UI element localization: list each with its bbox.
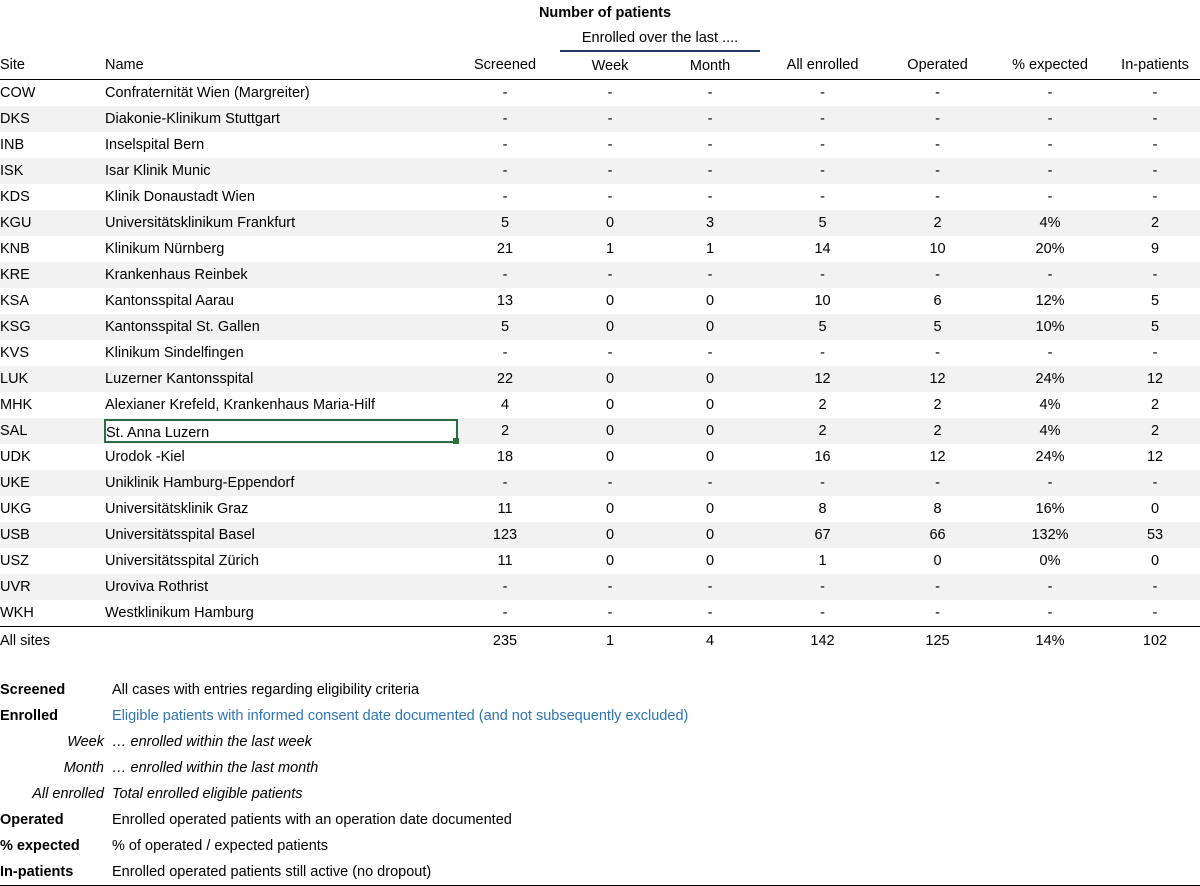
table-row[interactable] [0, 288, 1200, 314]
spacer-cell [450, 26, 560, 51]
cell-in-patients[interactable]: 9 [1150, 241, 1160, 257]
cell-operated[interactable]: 2 [933, 215, 942, 231]
cell-site[interactable]: ISK [0, 163, 24, 179]
cell-operated[interactable]: - [935, 111, 940, 127]
cell-all-enrolled[interactable]: 14 [814, 241, 831, 257]
cell-name-text: Diakonie-Klinikum Stuttgart [105, 111, 280, 127]
cell-name[interactable] [105, 132, 450, 158]
cell-all-enrolled[interactable]: 2 [818, 397, 827, 413]
cell-name[interactable] [105, 80, 450, 107]
cell-site[interactable]: COW [0, 85, 36, 101]
table-group-header-row [0, 0, 1200, 26]
legend-term: Week [67, 734, 104, 750]
cell-screened[interactable]: 18 [496, 449, 514, 465]
cell-pct-expected[interactable]: - [1047, 579, 1053, 595]
table-row[interactable] [0, 184, 1200, 210]
cell-all-enrolled[interactable]: - [820, 85, 825, 101]
cell-pct-expected[interactable]: 24% [1035, 449, 1065, 465]
cell-name-text: Kantonsspital St. Gallen [105, 319, 260, 335]
column-header-operated: Operated [885, 51, 990, 80]
legend-term: % expected [0, 838, 80, 854]
cell-week[interactable]: 0 [605, 397, 615, 413]
cell-month[interactable]: 0 [705, 423, 715, 439]
legend-description: … enrolled within the last week [112, 734, 312, 750]
spacer-cell [990, 26, 1110, 51]
cell-screened[interactable]: - [502, 163, 508, 179]
cell-name-selected[interactable] [105, 418, 450, 444]
cell-site[interactable]: KVS [0, 345, 30, 361]
cell-screened[interactable]: 22 [496, 371, 514, 387]
cell-name-text: Isar Klinik Munic [105, 163, 211, 179]
cell-in-patients[interactable]: - [1152, 85, 1158, 101]
legend-description: % of operated / expected patients [112, 838, 329, 854]
cell-week[interactable]: - [607, 137, 613, 153]
cell-pct-expected[interactable]: - [1047, 267, 1053, 283]
cell-name[interactable] [105, 288, 450, 314]
cell-pct-expected[interactable]: - [1047, 189, 1053, 205]
cell-in-patients[interactable]: 5 [1150, 293, 1160, 309]
cell-operated[interactable]: 2 [933, 423, 942, 439]
table-row[interactable] [0, 106, 1200, 132]
cell-name[interactable] [105, 314, 450, 340]
cell-all-enrolled[interactable]: 5 [818, 215, 827, 231]
spacer-cell [1110, 0, 1200, 26]
cell-month[interactable]: 0 [705, 449, 715, 465]
cell-site[interactable]: KSG [0, 319, 31, 335]
cell-week[interactable]: - [607, 111, 613, 127]
cell-name[interactable] [105, 340, 450, 366]
cell-screened[interactable]: 5 [500, 319, 510, 335]
cell-operated[interactable]: 10 [929, 241, 946, 257]
table-row[interactable] [0, 444, 1200, 470]
cell-name[interactable] [105, 496, 450, 522]
cell-in-patients[interactable]: 12 [1146, 371, 1164, 387]
cell-in-patients[interactable]: 5 [1150, 319, 1160, 335]
cell-name[interactable] [105, 574, 450, 600]
cell-name-text: Universitätsklinik Graz [105, 501, 249, 517]
table-body [0, 80, 1200, 627]
legend-table [0, 677, 1200, 886]
group-header-number-of-patients: Number of patients [538, 5, 672, 21]
cell-pct-expected[interactable]: 12% [1035, 293, 1065, 309]
cell-in-patients[interactable]: - [1152, 163, 1158, 179]
legend-row [0, 755, 1200, 781]
cell-screened[interactable]: - [502, 189, 508, 205]
cell-pct-expected[interactable]: 0% [1039, 553, 1061, 569]
cell-site[interactable]: UKG [0, 501, 32, 517]
cell-screened[interactable]: 2 [500, 423, 510, 439]
cell-week[interactable]: 0 [605, 423, 615, 439]
legend-term: Screened [0, 682, 66, 698]
cell-pct-expected[interactable]: - [1047, 111, 1053, 127]
total-name [105, 627, 450, 656]
cell-all-enrolled[interactable]: - [820, 345, 825, 361]
cell-in-patients[interactable]: 2 [1150, 215, 1160, 231]
cell-name-text: Kantonsspital Aarau [105, 293, 234, 309]
legend-description: Enrolled operated patients still active (no dropout) [110, 859, 1200, 886]
total-week: 1 [560, 627, 660, 656]
column-header-all-enrolled: All enrolled [760, 51, 885, 80]
cell-name-text: Universitätsspital Zürich [105, 553, 259, 569]
cell-month[interactable]: - [707, 111, 713, 127]
column-header-month: Month [660, 51, 760, 80]
cell-site[interactable]: USB [0, 527, 30, 543]
total-screened: 235 [450, 627, 560, 656]
legend-term: Month [63, 760, 104, 776]
spacer-cell [885, 0, 990, 26]
cell-month[interactable]: 0 [705, 553, 715, 569]
cell-week[interactable]: - [607, 475, 613, 491]
cell-screened[interactable]: - [502, 475, 508, 491]
cell-screened[interactable]: 5 [500, 215, 510, 231]
column-header-screened: Screened [450, 51, 560, 80]
legend-row [0, 807, 1200, 833]
table-header-row [0, 51, 1200, 80]
legend-row [0, 729, 1200, 755]
spacer-cell [0, 0, 105, 26]
cell-name-text: Urodok -Kiel [105, 449, 185, 465]
cell-operated[interactable]: 8 [933, 501, 942, 517]
cell-in-patients[interactable]: 53 [1146, 527, 1164, 543]
cell-operated[interactable]: 5 [933, 319, 942, 335]
cell-screened[interactable]: 11 [497, 553, 513, 569]
cell-screened[interactable]: - [502, 605, 508, 621]
cell-operated[interactable]: - [935, 345, 940, 361]
cell-in-patients[interactable]: 0 [1150, 501, 1160, 517]
spacer-cell [760, 0, 885, 26]
cell-pct-expected[interactable]: 24% [1035, 371, 1065, 387]
cell-all-enrolled[interactable]: - [820, 605, 825, 621]
cell-pct-expected[interactable]: 4% [1039, 215, 1061, 231]
legend-description: Eligible patients with informed consent date documented (and not subsequently excluded) [112, 708, 689, 724]
cell-month[interactable]: - [707, 345, 713, 361]
cell-in-patients[interactable]: - [1152, 605, 1158, 621]
cell-screened[interactable]: - [502, 85, 508, 101]
cell-week[interactable]: 0 [605, 449, 615, 465]
total-all-enrolled: 142 [760, 627, 885, 656]
cell-screened[interactable]: - [502, 267, 508, 283]
column-header-site: Site [0, 51, 105, 80]
table-total-row [0, 627, 1200, 656]
cell-in-patients[interactable]: - [1152, 111, 1158, 127]
cell-month[interactable]: - [707, 605, 713, 621]
table-row[interactable] [0, 314, 1200, 340]
cell-in-patients[interactable]: - [1152, 579, 1158, 595]
cell-pct-expected[interactable]: - [1047, 85, 1053, 101]
cell-pct-expected[interactable]: 20% [1035, 241, 1065, 257]
spacer-cell [760, 26, 885, 51]
cell-all-enrolled[interactable]: 16 [814, 449, 831, 465]
cell-screened[interactable]: - [502, 579, 508, 595]
cell-month[interactable]: 0 [705, 501, 715, 517]
cell-pct-expected[interactable]: - [1047, 475, 1053, 491]
cell-in-patients[interactable]: 2 [1150, 423, 1160, 439]
cell-name-text: Inselspital Bern [105, 137, 205, 153]
spacer-cell [105, 26, 450, 51]
cell-week[interactable]: 0 [605, 501, 615, 517]
cell-name-text: Luzerner Kantonsspital [105, 371, 254, 387]
cell-week[interactable]: 0 [605, 293, 615, 309]
cell-operated[interactable]: 12 [929, 449, 946, 465]
cell-operated[interactable]: - [935, 605, 940, 621]
cell-site[interactable]: USZ [0, 553, 29, 569]
cell-site[interactable]: SAL [0, 423, 28, 439]
cell-month[interactable]: 1 [705, 241, 715, 257]
cell-week[interactable]: - [607, 85, 613, 101]
cell-month[interactable]: 0 [705, 319, 715, 335]
cell-week[interactable]: - [607, 579, 613, 595]
cell-site[interactable]: KDS [0, 189, 30, 205]
cell-in-patients[interactable]: - [1152, 475, 1158, 491]
legend-description: … enrolled within the last month [112, 760, 319, 776]
cell-all-enrolled[interactable]: 8 [818, 501, 827, 517]
cell-screened[interactable]: - [502, 111, 508, 127]
cell-screened[interactable]: - [502, 137, 508, 153]
table-sub-header-row [0, 26, 1200, 51]
cell-operated[interactable]: 66 [929, 527, 946, 543]
column-header-name: Name [105, 51, 450, 80]
cell-site[interactable]: UDK [0, 449, 31, 465]
cell-site[interactable]: DKS [0, 111, 30, 127]
cell-week[interactable]: 0 [605, 319, 615, 335]
cell-name-text: Westklinikum Hamburg [105, 605, 254, 621]
cell-name[interactable] [105, 600, 450, 627]
cell-pct-expected[interactable]: 4% [1039, 423, 1061, 439]
table-row[interactable] [0, 600, 1200, 627]
legend-row [0, 833, 1200, 859]
cell-pct-expected[interactable]: - [1047, 163, 1053, 179]
cell-all-enrolled[interactable]: - [820, 111, 825, 127]
cell-operated[interactable]: 0 [933, 553, 942, 569]
cell-site[interactable]: WKH [0, 605, 34, 621]
cell-name[interactable] [105, 106, 450, 132]
cell-month[interactable]: - [707, 163, 713, 179]
table-row[interactable] [0, 262, 1200, 288]
table-row[interactable] [0, 522, 1200, 548]
table-row[interactable] [0, 548, 1200, 574]
cell-pct-expected[interactable]: 4% [1039, 397, 1061, 413]
cell-month[interactable]: 0 [705, 293, 715, 309]
cell-name-text: Uroviva Rothrist [105, 579, 209, 595]
column-header-pct-expected: % expected [990, 51, 1110, 80]
cell-site[interactable]: KRE [0, 267, 30, 283]
spacer-cell [990, 0, 1110, 26]
cell-week[interactable]: - [607, 189, 613, 205]
cell-screened[interactable]: 4 [500, 397, 510, 413]
cell-month[interactable]: - [707, 189, 713, 205]
cell-name[interactable] [105, 444, 450, 470]
table-row[interactable] [0, 158, 1200, 184]
table-row[interactable] [0, 418, 1200, 444]
cell-name-text: Klinik Donaustadt Wien [105, 189, 255, 205]
cell-site[interactable]: KGU [0, 215, 32, 231]
cell-name-text: Alexianer Krefeld, Krankenhaus Maria-Hilf [105, 397, 375, 413]
cell-operated[interactable]: - [935, 137, 940, 153]
cell-all-enrolled[interactable]: 67 [814, 527, 831, 543]
cell-operated[interactable]: 6 [933, 293, 942, 309]
cell-month[interactable]: 0 [705, 397, 715, 413]
cell-name[interactable] [105, 262, 450, 288]
cell-screened[interactable]: 21 [496, 241, 514, 257]
cell-all-enrolled[interactable]: - [820, 189, 825, 205]
cell-week[interactable]: - [607, 605, 613, 621]
cell-month[interactable]: - [707, 137, 713, 153]
cell-in-patients[interactable]: - [1152, 189, 1158, 205]
cell-pct-expected[interactable]: - [1047, 137, 1053, 153]
total-operated: 125 [885, 627, 990, 656]
cell-screened[interactable]: - [502, 345, 508, 361]
cell-pct-expected[interactable]: 10% [1035, 319, 1065, 335]
cell-all-enrolled[interactable]: 10 [814, 293, 831, 309]
cell-name-text: St. Anna Luzern [104, 419, 458, 443]
total-pct-expected: 14% [990, 627, 1110, 656]
cell-all-enrolled[interactable]: 1 [818, 553, 827, 569]
cell-all-enrolled[interactable]: - [820, 267, 825, 283]
cell-pct-expected[interactable]: 16% [1035, 501, 1065, 517]
cell-name[interactable] [105, 548, 450, 574]
cell-week[interactable]: 1 [605, 241, 615, 257]
cell-name[interactable] [105, 392, 450, 418]
legend-body [0, 677, 1200, 886]
table-row[interactable] [0, 236, 1200, 262]
cell-name[interactable] [105, 210, 450, 236]
cell-screened[interactable]: 123 [492, 527, 518, 543]
cell-all-enrolled[interactable]: - [820, 475, 825, 491]
legend-row [0, 781, 1200, 807]
cell-in-patients[interactable]: 2 [1150, 397, 1160, 413]
cell-name-text: Krankenhaus Reinbek [105, 267, 248, 283]
cell-operated[interactable]: 2 [933, 397, 942, 413]
cell-name[interactable] [105, 236, 450, 262]
legend-term: In-patients [0, 859, 110, 886]
legend-term: All enrolled [32, 786, 104, 802]
cell-in-patients[interactable]: - [1152, 345, 1158, 361]
table-row[interactable] [0, 392, 1200, 418]
legend-description: Total enrolled eligible patients [112, 786, 303, 802]
cell-month[interactable]: - [707, 85, 713, 101]
spacer-cell [1110, 26, 1200, 51]
table-row[interactable] [0, 496, 1200, 522]
cell-operated[interactable]: - [935, 475, 940, 491]
cell-month[interactable]: 0 [705, 527, 715, 543]
cell-month[interactable]: - [707, 579, 713, 595]
cell-name-text: Klinikum Nürnberg [105, 241, 225, 257]
spacer-cell [885, 26, 990, 51]
cell-week[interactable]: - [607, 163, 613, 179]
cell-week[interactable]: - [607, 267, 613, 283]
cell-operated[interactable]: 12 [929, 371, 946, 387]
legend-row [0, 859, 1200, 886]
cell-name-text: Klinikum Sindelfingen [105, 345, 244, 361]
cell-operated[interactable]: - [935, 85, 940, 101]
cell-month[interactable]: - [707, 267, 713, 283]
cell-site[interactable]: UKE [0, 475, 30, 491]
cell-all-enrolled[interactable]: - [820, 137, 825, 153]
cell-all-enrolled[interactable]: - [820, 163, 825, 179]
cell-pct-expected[interactable]: 132% [1031, 527, 1069, 543]
cell-name-text: Confraternität Wien (Margreiter) [105, 85, 310, 101]
table-row[interactable] [0, 340, 1200, 366]
cell-all-enrolled[interactable]: 12 [814, 371, 831, 387]
cell-name-text: Universitätsklinikum Frankfurt [105, 215, 296, 231]
cell-name[interactable] [105, 366, 450, 392]
column-header-week: Week [560, 51, 660, 80]
cell-name-text: Uniklinik Hamburg-Eppendorf [105, 475, 295, 491]
table-row[interactable] [0, 574, 1200, 600]
cell-site[interactable]: MHK [0, 397, 33, 413]
cell-name-text: Universitätsspital Basel [105, 527, 255, 543]
cell-in-patients[interactable]: - [1152, 137, 1158, 153]
cell-name[interactable] [105, 470, 450, 496]
cell-pct-expected[interactable]: - [1047, 605, 1053, 621]
cell-name[interactable] [105, 158, 450, 184]
cell-month[interactable]: 0 [705, 371, 715, 387]
cell-week[interactable]: 0 [605, 371, 615, 387]
table-row[interactable] [0, 80, 1200, 107]
cell-site[interactable]: INB [0, 137, 25, 153]
legend-description: All cases with entries regarding eligibility criteria [112, 682, 420, 698]
cell-week[interactable]: 0 [605, 553, 615, 569]
cell-in-patients[interactable]: 0 [1150, 553, 1160, 569]
total-in-patients: 102 [1110, 627, 1200, 656]
table-row[interactable] [0, 366, 1200, 392]
spacer-cell [105, 0, 450, 26]
cell-site[interactable]: KSA [0, 293, 30, 309]
cell-pct-expected[interactable]: - [1047, 345, 1053, 361]
cell-operated[interactable]: - [935, 267, 940, 283]
legend-term: Enrolled [0, 708, 59, 724]
legend-term: Operated [0, 812, 64, 828]
cell-in-patients[interactable]: 12 [1146, 449, 1164, 465]
cell-all-enrolled[interactable]: 2 [818, 423, 827, 439]
cell-week[interactable]: - [607, 345, 613, 361]
table-row[interactable] [0, 470, 1200, 496]
cell-operated[interactable]: - [935, 579, 940, 595]
legend-row [0, 677, 1200, 703]
cell-week[interactable]: 0 [605, 215, 615, 231]
cell-in-patients[interactable]: - [1152, 267, 1158, 283]
table-row[interactable] [0, 210, 1200, 236]
column-header-in-patients: In-patients [1110, 51, 1200, 80]
legend-row [0, 703, 1200, 729]
cell-name[interactable] [105, 522, 450, 548]
cell-screened[interactable]: 11 [497, 501, 513, 517]
cell-month[interactable]: - [707, 475, 713, 491]
table-row[interactable] [0, 132, 1200, 158]
cell-operated[interactable]: - [935, 163, 940, 179]
cell-week[interactable]: 0 [605, 527, 615, 543]
cell-name[interactable] [105, 184, 450, 210]
cell-all-enrolled[interactable]: - [820, 579, 825, 595]
cell-site[interactable]: KNB [0, 241, 30, 257]
cell-site[interactable]: LUK [0, 371, 29, 387]
cell-site[interactable]: UVR [0, 579, 31, 595]
spacer-cell [0, 26, 105, 51]
cell-screened[interactable]: 13 [496, 293, 514, 309]
total-month: 4 [660, 627, 760, 656]
legend-description: Enrolled operated patients with an operation date documented [112, 812, 512, 828]
sub-header-enrolled-over-last: Enrolled over the last .... [560, 26, 760, 51]
cell-operated[interactable]: - [935, 189, 940, 205]
total-label: All sites [0, 627, 105, 656]
cell-month[interactable]: 3 [705, 215, 715, 231]
cell-all-enrolled[interactable]: 5 [818, 319, 827, 335]
